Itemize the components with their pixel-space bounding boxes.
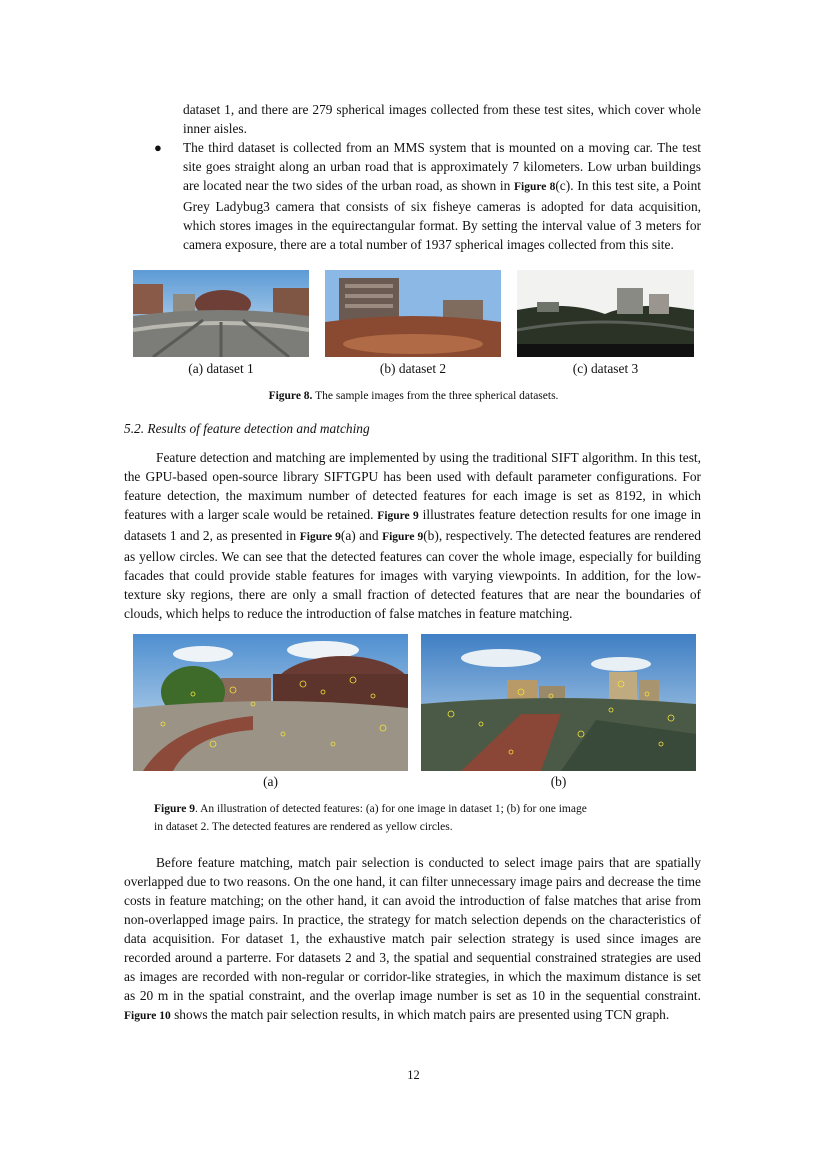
figure-8-caption: Figure 8. The sample images from the three spherical datasets.	[268, 390, 559, 402]
figure-9-reference[interactable]: Figure 9	[382, 531, 424, 543]
bullet-item-2: The third dataset is collected from an MMS system that is mounted on a moving car. The test site goes straight along an urban road that is approximately 7 kilometers. Low urban buildings are located near the two sides of the urban road, as shown in Figure 8(c). In this test site, a Point Grey Ladybug3 camera that consists of six fisheye cameras is adopted for data acquisition, which stores images in the equirectangular format. By setting the interval value of 3 meters for camera exposure, there are a total number of 1937 spherical images collected from this site.	[183, 140, 701, 252]
paragraph-match-pair-selection: Before feature matching, match pair selection is conducted to select image pairs that are spatially overlapped due to two reasons. On the one hand, it can filter unnecessary image pairs and decrease the time costs in feature matching; on the other hand, it can avoid the introduction of false matches that arise from non-overlapped image pairs. In practice, the strategy for match selection depends on the characteristics of data acquisition. For dataset 1, the exhaustive match pair selection strategy is used since images are recorded around a parterre. For datasets 2 and 3, the spatial and sequential constrained strategies are used as images are recorded with non-regular or corridor-like strategies, in which the maximum distance is set as 20 m in the spatial constraint, and the overlap image number is set as 10 in the sequential constraint. Figure 10 shows the match pair selection results, in which match pairs are presented using TCN graph.	[124, 855, 701, 1022]
figure-10-reference[interactable]: Figure 10	[124, 1010, 171, 1022]
figure-8c-image	[517, 270, 694, 357]
figure-9-reference[interactable]: Figure 9	[299, 531, 341, 543]
figure-8b-image	[325, 270, 501, 357]
figure-8c-label: (c) dataset 3	[572, 361, 639, 376]
figure-8-reference[interactable]: Figure 8	[514, 181, 556, 193]
figure-8a-image	[133, 270, 309, 357]
figure-8b-label: (b) dataset 2	[379, 361, 447, 376]
figure-9a-label: (a)	[263, 774, 278, 789]
paragraph-feature-detection: Feature detection and matching are implemented by using the traditional SIFT algorithm. In this test, the GPU-based open-source library SIFTGPU has been used with default parameter configurations. For feature detection, the maximum number of detected features for each image is set as 8192, in which features with a larger scale would be retained. Figure 9 illustrates feature detection results for one image in datasets 1 and 2, as presented in Figure 9(a) and Figure 9(b), respectively. The detected features are rendered as yellow circles. We can see that the detected features can cover the whole image, especially for building facades that could provide stable features for images with varying viewpoints. In addition, for the low-texture sky regions, there are only a small fraction of detected features that are near the boundaries of clouds, which helps to reduce the introduction of false matches in feature matching.	[124, 450, 701, 621]
bullet-marker: ●	[154, 140, 162, 155]
section-heading: 5.2. Results of feature detection and matching	[124, 421, 370, 436]
figure-8a-label: (a) dataset 1	[188, 361, 254, 376]
figure-9-reference[interactable]: Figure 9	[377, 510, 419, 522]
figure-9-caption: Figure 9. An illustration of detected features: (a) for one image in dataset 1; (b) for one image in dataset 2. The detected features are rendered as yellow circles.	[154, 803, 587, 833]
bullet-item-1-tail: dataset 1, and there are 279 spherical images collected from these test sites, which cover whole inner aisles.	[183, 102, 701, 136]
figure-9a-image	[133, 634, 408, 771]
figure-9b-image	[421, 634, 696, 771]
figure-9b-label: (b)	[550, 774, 567, 789]
page-number: 12	[407, 1068, 420, 1082]
